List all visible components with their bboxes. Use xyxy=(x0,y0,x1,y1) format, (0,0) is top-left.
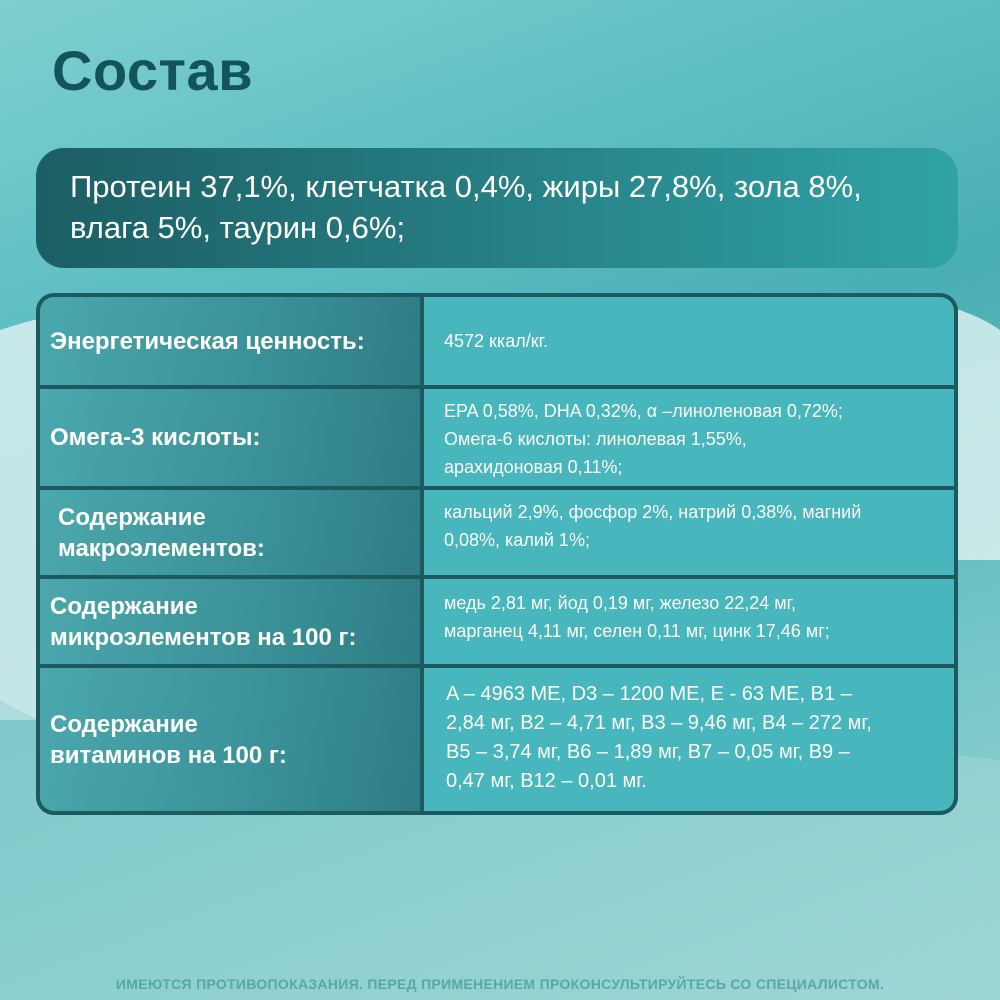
row-label-line: Содержание xyxy=(50,710,198,738)
row-value-line: 0,47 мг, B12 – 0,01 мг. xyxy=(446,770,647,792)
row-value-line: A – 4963 МЕ, D3 – 1200 МЕ, E - 63 МЕ, B1 – xyxy=(446,683,852,705)
row-value-line: 0,08%, калий 1%; xyxy=(444,530,590,550)
row-label xyxy=(40,389,420,486)
row-value xyxy=(424,389,954,486)
page-title: Состав xyxy=(52,39,254,102)
table-row-macro xyxy=(40,490,954,575)
row-label xyxy=(40,668,420,811)
row-value-line: 4572 ккал/кг. xyxy=(444,331,548,351)
table-row-micro xyxy=(40,579,954,664)
row-value xyxy=(424,579,954,664)
table-row-energy xyxy=(40,297,954,385)
row-label-line: Содержание xyxy=(58,503,206,531)
row-label-line: Омега-3 кислоты: xyxy=(50,424,261,451)
row-value-line: арахидоновая 0,11%; xyxy=(444,457,623,477)
composition-line-1: Протеин 37,1%, клетчатка 0,4%, жиры 27,8%, зола 8%, xyxy=(70,169,862,204)
row-value xyxy=(424,668,954,811)
row-label-line: макроэлементов: xyxy=(58,534,265,562)
composition-line-2: влага 5%, таурин 0,6%; xyxy=(70,210,406,245)
row-value xyxy=(424,297,954,385)
row-value-line: марганец 4,11 мг, селен 0,11 мг, цинк 17,46 мг; xyxy=(444,621,830,641)
row-value-line: EPA 0,58%, DHA 0,32%, α –линоленовая 0,72%; xyxy=(444,401,843,421)
row-value-line: 2,84 мг, B2 – 4,71 мг, B3 – 9,46 мг, B4 – 272 мг, xyxy=(446,712,872,734)
row-label-line: Энергетическая ценность: xyxy=(50,327,365,355)
row-value-line: Омега-6 кислоты: линолевая 1,55%, xyxy=(444,429,747,449)
row-value-line: кальций 2,9%, фосфор 2%, натрий 0,38%, магний xyxy=(444,502,862,522)
row-value-line: медь 2,81 мг, йод 0,19 мг, железо 22,24 мг, xyxy=(444,593,797,613)
row-label-line: витаминов на 100 г: xyxy=(50,741,287,769)
nutrition-table xyxy=(36,293,958,815)
table-row-vitamins xyxy=(40,668,954,811)
row-label xyxy=(40,297,420,385)
table-row-omega xyxy=(40,389,954,486)
row-value-line: B5 – 3,74 мг, B6 – 1,89 мг, B7 – 0,05 мг, B9 – xyxy=(446,741,850,763)
row-label-line: микроэлементов на 100 г: xyxy=(50,623,357,651)
row-label xyxy=(40,490,420,575)
row-label-line: Содержание xyxy=(50,592,198,620)
disclaimer-text: ИМЕЮТСЯ ПРОТИВОПОКАЗАНИЯ. ПЕРЕД ПРИМЕНЕНИЕМ ПРОКОНСУЛЬТИРУЙТЕСЬ СО СПЕЦИАЛИСТОМ. xyxy=(115,976,885,992)
row-label xyxy=(40,579,420,664)
row-value xyxy=(424,490,954,575)
composition-banner xyxy=(36,148,958,268)
